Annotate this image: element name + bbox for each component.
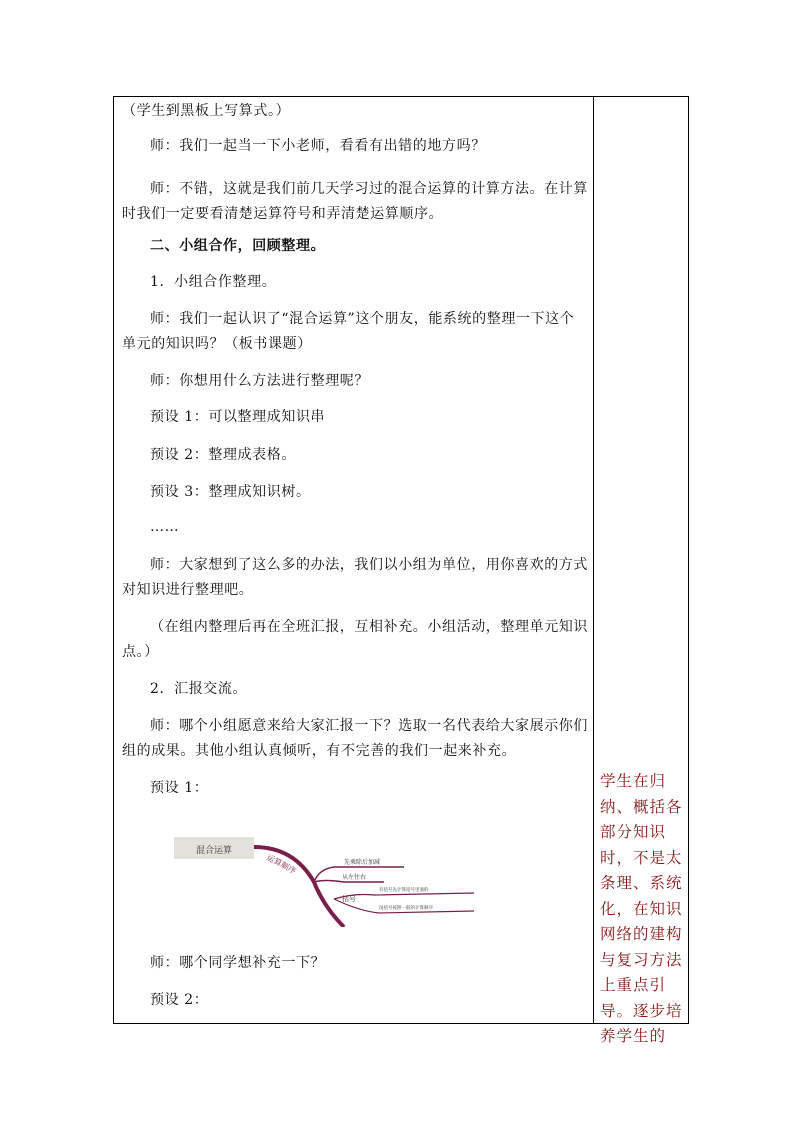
mindmap-leaf: 从左往右 [342, 874, 367, 881]
paragraph: （学生到黑板上写算式。） [122, 103, 291, 119]
mindmap-leaf: 没括号按照一般的计算顺序 [379, 906, 433, 911]
paragraph: 预设 1：可以整理成知识串 [150, 409, 326, 425]
mindmap-branch-bracket: 括号 [342, 895, 356, 903]
paragraph: 师：哪个小组愿意来给大家汇报一下？选取一名代表给大家展示你们组的成果。其他小组认真倾听，有不完善的我们一起来补充。 [122, 718, 588, 759]
paragraph: 师：我们一起认识了“混合运算”这个朋友，能系统的整理一下这个单元的知识吗？（板书课题） [122, 311, 575, 352]
paragraph: 师：不错，这就是我们前几天学习过的混合运算的计算方法。在计算时我们一定要看清楚运算符号和弄清楚运算顺序。 [122, 181, 588, 222]
ellipsis: …… [150, 519, 180, 535]
lesson-content-cell [114, 97, 593, 1023]
paragraph: （在组内整理后再在全班汇报，互相补充。小组活动，整理单元知识点。） [122, 619, 588, 660]
paragraph: 预设 2：整理成表格。 [150, 447, 296, 463]
paragraph: 师：我们一起当一下小老师，看看有出错的地方吗？ [150, 138, 486, 154]
subheading: 2．汇报交流。 [150, 681, 248, 697]
paragraph: 师：你想用什么方法进行整理呢？ [150, 373, 369, 389]
mindmap-root: 混合运算 [195, 846, 233, 856]
mindmap-branch-order: 运算顺序 [265, 852, 298, 876]
mindmap-leaf: 先乘除后加减 [344, 859, 381, 866]
section-heading: 二、小组合作，回顾整理。 [150, 238, 326, 254]
paragraph: 师：哪个同学想补充一下？ [150, 955, 326, 971]
paragraph: 预设 2： [150, 992, 209, 1008]
subheading: 1．小组合作整理。 [150, 274, 277, 290]
paragraph: 师：大家想到了这么多的办法，我们以小组为单位，用你喜欢的方式对知识进行整理吧。 [122, 557, 588, 598]
paragraph: 预设 1： [150, 780, 209, 796]
lesson-table [113, 96, 689, 1045]
mindmap-image [174, 827, 474, 927]
teaching-note-cell [594, 97, 690, 1045]
mindmap-leaf: 有括号先计算括号里面的 [379, 888, 429, 893]
paragraph: 预设 3：整理成知识树。 [150, 484, 311, 500]
teaching-note: 学生在归纳、概括各部分知识时，不是太条理、系统化，在知识网络的建构与复习方法上重点引导。逐步培养学生的 [600, 772, 683, 1045]
